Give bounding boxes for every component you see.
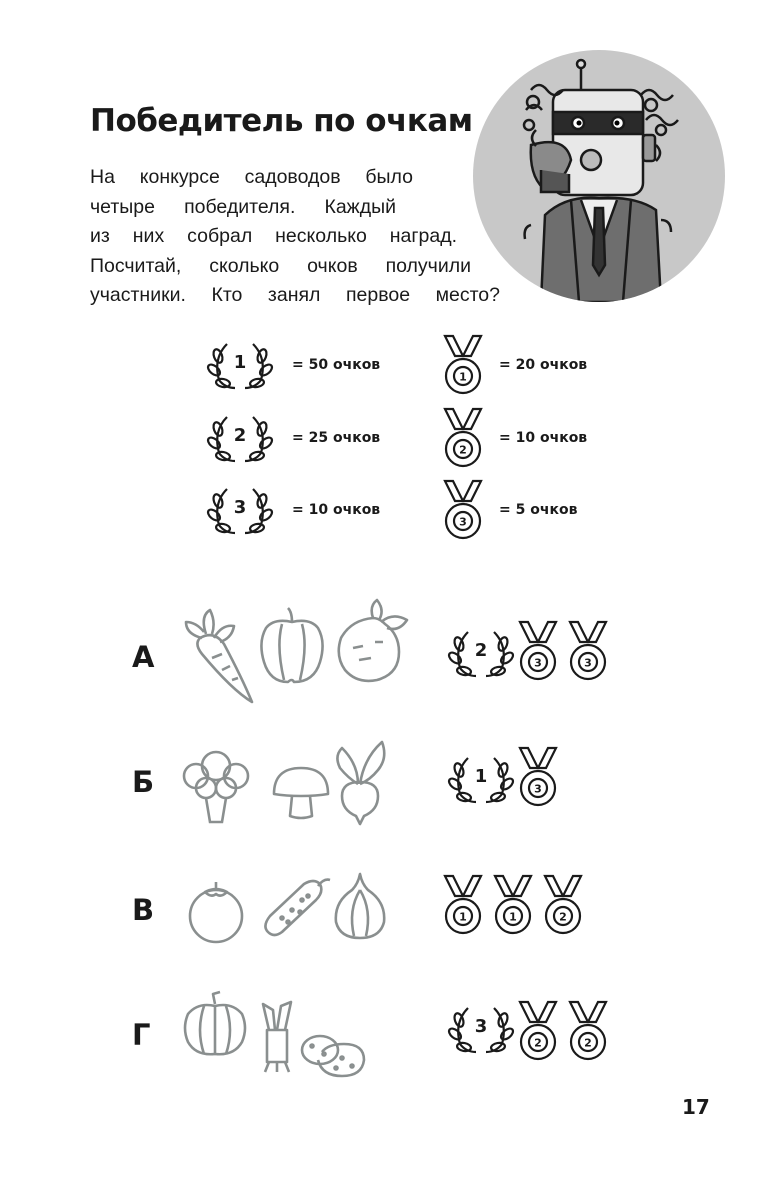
medal-place-3-icon	[516, 620, 560, 682]
tomato-icon	[183, 878, 249, 944]
wreath-place-1-icon	[205, 336, 275, 396]
intro-line: Посчитай, сколько очков получили	[90, 254, 471, 277]
participant-letter: А	[132, 640, 155, 674]
medal-place-2-icon	[441, 407, 485, 469]
medal-place-label: 1	[459, 370, 467, 384]
page-title: Победитель по очкам	[90, 103, 473, 139]
medal-place-label: 2	[584, 1036, 592, 1050]
medal-place-1-icon	[491, 874, 535, 936]
pumpkin-icon	[180, 990, 250, 1058]
wreath-place-3-icon	[446, 1000, 516, 1060]
participant-letter: В	[132, 893, 155, 927]
cucumber-icon	[260, 874, 332, 940]
intro-text	[90, 163, 510, 311]
legend-medal-1-points: = 20 очков	[499, 357, 588, 373]
legend-medal-2-points: = 10 очков	[499, 430, 588, 446]
intro-line: участники. Кто занял первое место?	[90, 284, 500, 306]
medal-place-3-icon	[516, 746, 560, 808]
medal-place-label: 3	[534, 656, 542, 670]
medal-place-2-icon	[516, 1000, 560, 1062]
wreath-place-label: 3	[233, 497, 247, 518]
legend-wreath-3-points: = 10 очков	[292, 502, 381, 518]
carrot-icon	[182, 608, 257, 708]
legend-wreath-1-points: = 50 очков	[292, 357, 381, 373]
medal-place-2-icon	[541, 874, 585, 936]
medal-place-1-icon	[441, 874, 485, 936]
wreath-place-2-icon	[205, 409, 275, 469]
medal-place-2-icon	[566, 1000, 610, 1062]
medal-place-label: 2	[459, 443, 467, 457]
pepper-icon	[258, 606, 326, 686]
wreath-place-label: 2	[474, 640, 488, 661]
intro-line: На конкурсе садоводов было	[90, 166, 413, 188]
medal-place-label: 3	[534, 782, 542, 796]
radish-icon	[330, 734, 390, 826]
participant-letter: Г	[132, 1018, 151, 1052]
medal-place-3-icon	[566, 620, 610, 682]
wreath-place-label: 1	[233, 352, 247, 373]
robot-scientist-illustration	[471, 50, 727, 302]
medal-place-label: 3	[584, 656, 592, 670]
wreath-place-2-icon	[446, 624, 516, 684]
wreath-place-label: 3	[474, 1016, 488, 1037]
medal-place-label: 1	[459, 910, 467, 924]
legend-medal-3-points: = 5 очков	[499, 502, 578, 518]
medal-place-label: 2	[559, 910, 567, 924]
legend-wreath-2-points: = 25 очков	[292, 430, 381, 446]
leek-icon	[255, 1000, 299, 1074]
broccoli-icon	[180, 748, 252, 826]
intro-line: из них собрал несколько наград.	[90, 225, 457, 247]
mushroom-icon	[270, 764, 332, 822]
medal-place-label: 3	[459, 515, 467, 529]
wreath-place-3-icon	[205, 481, 275, 541]
wreath-place-label: 2	[233, 425, 247, 446]
medal-place-label: 1	[509, 910, 517, 924]
potato-icon	[298, 1030, 368, 1080]
page-number: 17	[682, 1095, 710, 1119]
medal-place-1-icon	[441, 334, 485, 396]
beet-icon	[333, 598, 411, 686]
garlic-icon	[330, 870, 390, 942]
wreath-place-label: 1	[474, 766, 488, 787]
medal-place-label: 2	[534, 1036, 542, 1050]
participant-letter: Б	[132, 765, 155, 799]
wreath-place-1-icon	[446, 750, 516, 810]
intro-line: четыре победителя. Каждый	[90, 195, 396, 218]
medal-place-3-icon	[441, 479, 485, 541]
